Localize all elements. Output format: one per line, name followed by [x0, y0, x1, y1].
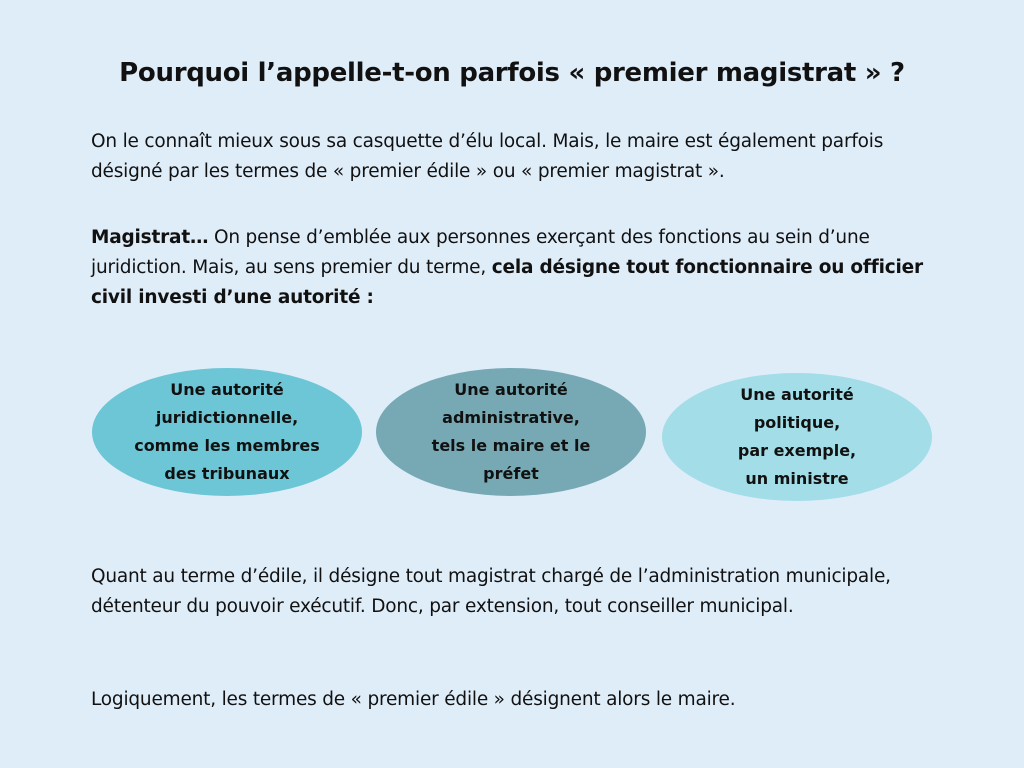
intro-paragraph: On le connaît mieux sous sa casquette d’élu local. Mais, le maire est également parfois désigné par les termes de « premier édile » ou « premier magistrat ».	[91, 131, 884, 182]
magistrat-text: On pense d’emblée aux personnes exerçant des fonctions au sein d’une juridiction. Mais, au sens premier du terme,	[91, 227, 870, 278]
conclusion-paragraph: Logiquement, les termes de « premier édile » désignent alors le maire.	[91, 689, 736, 710]
magistrat-bold: cela désigne tout fonctionnaire ou officier civil investi d’une autorité :	[91, 257, 923, 308]
magistrat-paragraph	[91, 223, 951, 313]
authority-juridictionnelle: Une autorité juridictionnelle, comme les membres des tribunaux	[92, 368, 362, 496]
edile-paragraph: Quant au terme d’édile, il désigne tout magistrat chargé de l’administration municipale, détenteur du pouvoir exécutif. Donc, par extension, tout conseiller municipal.	[91, 566, 891, 617]
authority-administrative: Une autorité administrative, tels le maire et le préfet	[376, 368, 646, 496]
magistrat-lead: Magistrat…	[91, 227, 209, 248]
page-title: Pourquoi l’appelle-t-on parfois « premier magistrat » ?	[119, 58, 905, 88]
authority-politique: Une autorité politique, par exemple, un ministre	[662, 373, 932, 501]
